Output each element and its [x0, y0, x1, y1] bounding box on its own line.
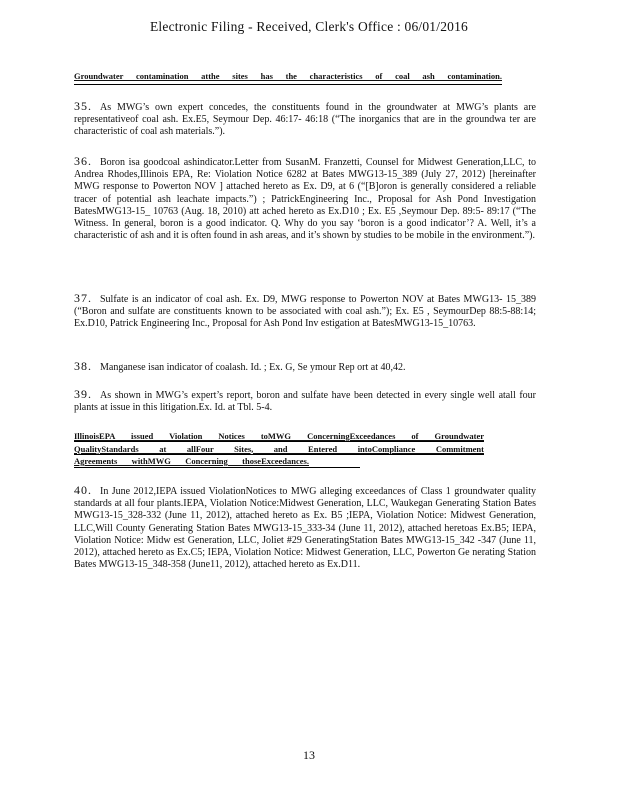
- paragraph-40: [74, 484, 536, 571]
- filing-stamp-header: Electronic Filing - Received, Clerk's Office : 06/01/2016: [149, 19, 468, 34]
- heading-rule: [74, 454, 484, 455]
- section-heading-violations: [74, 430, 484, 468]
- paragraph-number: 39.: [74, 387, 92, 401]
- paragraph-text: As MWG’s own expert concedes, the constituents found in the groundwater at MWG’s plants are representativeof coal ash. Ex.E5, Seymour Dep. 46:17- 46:18 (“The inorganics that are in the groundwa ter are characteristic of coal ash materials.”).: [74, 102, 536, 138]
- section-heading-groundwater: Groundwater contamination atthe sites has the characteristics of coal ash contamination.: [74, 71, 502, 81]
- paragraph-36: [74, 155, 536, 242]
- paragraph-35: [74, 100, 536, 139]
- paragraph-number: 35.: [74, 99, 92, 113]
- paragraph-number: 40.: [74, 483, 92, 497]
- heading-rule: [74, 84, 502, 85]
- paragraph-number: 37.: [74, 291, 92, 305]
- heading-line-3: Agreements withMWG Concerning thoseExceedances.: [74, 456, 309, 466]
- paragraph-text: Manganese isan indicator of coalash. Id. ; Ex. G, Se ymour Rep ort at 40,42.: [100, 362, 406, 373]
- heading-line-1: IllinoisEPA issued Violation Notices toMWG ConcerningExceedances of Groundwater: [74, 431, 484, 441]
- page-number: 13: [303, 748, 315, 762]
- paragraph-number: 38.: [74, 359, 92, 373]
- heading-rule: [74, 441, 484, 442]
- paragraph-39: [74, 388, 536, 414]
- paragraph-text: In June 2012,IEPA issued ViolationNotices to MWG alleging exceedances of Class 1 groundwater quality standards at all four plants.IEPA, Violation Notice:Midwest Generation, LLC, Waukegan Generating Station Bates MWG13-15_328-332 (June 11, 2012), attached hereto as Ex. B5 ;IEPA, Violation Notice: Midwest Generation, LLC,Will County Generating Station Bates MWG13-15_333-34 (June 11, 2012), attached heretoas Ex.B5; IEPA, Violation Notice: Midw est Generation, LLC, Joliet #29 GeneratingStation Bates MWG13-15_342 -347 (June 11, 2012), attached hereto as Ex.C5; IEPA, Violation Notice: Midwest Generation, LLC, Powerton Ge nerating Station Bates MWG13-15_348-358 (June11, 2012), attached hereto as Ex.D11.: [74, 486, 536, 571]
- paragraph-text: Boron isa goodcoal ashindicator.Letter from SusanM. Franzetti, Counsel for Midwest Generation,LLC, to Andrea Rhodes,Illinois EPA, Re: Violation Notice 6282 at Bates MWG13-15_389 (July 27, 2012) [hereinafter MWG response to Powerton NOV ] attached hereto as Ex. D9, at 6 (“[B]oron is generally considered a reliable tracer of potential ash leachate impacts.”) ; PatrickEngineering Inc., Proposal for Ash Pond Investigation BatesMWG13-15_ 10763 (Aug. 18, 2010) att ached hereto as Ex.D10 ; Ex. E5 ,Seymour Dep. 89:5- 89:17 (“The Witness. In general, boron is a good indicator. Q. Why do you say ‘boron is a good indicator’? A. Well, it’s a characteristic of ash and it is often found in ash areas, and it’s shown by studies to be mobile in the environment.”).: [74, 157, 536, 242]
- paragraph-number: 36.: [74, 154, 92, 168]
- paragraph-text: As shown in MWG’s expert’s report, boron and sulfate have been detected in every single well atall four plants at issue in this litigation.Ex. Id. at Tbl. 5-4.: [74, 390, 536, 414]
- paragraph-text: Sulfate is an indicator of coal ash. Ex. D9, MWG response to Powerton NOV at Bates MWG13- 15_389 (“Boron and sulfate are constituents known to be associated with coal ash.”); Ex. E5 , SeymourDep 88:5-88:14; Ex.D10, Patrick Engineering Inc., Proposal for Ash Pond Inv estigation at BatesMWG13-15_10763.: [74, 294, 536, 330]
- paragraph-38: [74, 360, 536, 374]
- heading-line-2: QualityStandards at allFour Sites, and Entered intoCompliance Commitment: [74, 443, 484, 454]
- heading-rule: [74, 467, 360, 468]
- paragraph-37: [74, 292, 536, 331]
